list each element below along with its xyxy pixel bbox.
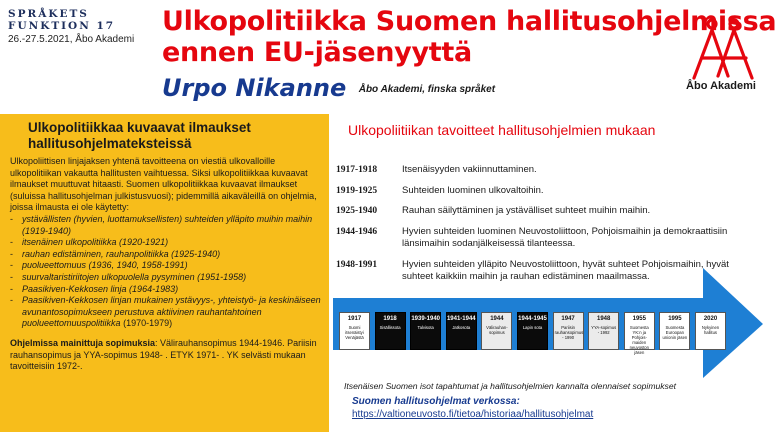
author-affiliation: Åbo Akademi, finska språket	[358, 84, 496, 95]
goal-years: 1925-1940	[336, 206, 378, 216]
timeline-event-year: 1939-1940	[411, 316, 441, 322]
abo-akademi-logo-icon	[688, 18, 758, 80]
left-panel	[0, 114, 329, 432]
list-item: - itsenäinen ulkopolitiikka (1920-1921)	[10, 237, 321, 249]
timeline-event-year: 1944-1945	[518, 316, 547, 322]
goal-row	[336, 226, 756, 251]
goal-row	[336, 164, 756, 177]
list-item-text: Paasikiven-Kekkosen linjan mukainen ystävyys-, yhteistyö- ja keskinäiseen avunantosopimukseen perustuva aktiivinen rauhantahtoinen puolueettomuuspolitiikka	[22, 295, 321, 329]
timeline-event-year: 1918	[383, 316, 397, 322]
timeline-event-label: Pariisin rauhansopimus - 1990	[554, 325, 584, 340]
timeline-event-label: YYA-sopimus - 1992	[591, 325, 617, 335]
timeline-event-label: Nykyinen hallitus	[701, 325, 720, 335]
author-name: Urpo Nikanne	[162, 74, 347, 102]
timeline-event-year: 1995	[668, 316, 682, 322]
title-line2: ennen EU-jäsenyyttä	[162, 37, 472, 68]
slide-title	[162, 6, 776, 68]
timeline-event-label: Sisällissota	[379, 325, 401, 330]
goal-text: Suhteiden luominen ulkovaltoihin.	[402, 184, 544, 196]
timeline-event-year: 1944	[490, 316, 504, 322]
goal-text: Rauhan säilyttäminen ja ystävälliset suhteet muihin maihin.	[402, 205, 651, 216]
conference-name-line1: SPRÅKETS	[8, 8, 89, 20]
goal-text: Hyvien suhteiden luominen Neuvostoliittoon, Pohjoismaihin ja demokraattisiin länsimaihin sodanjälkeisessä tilanteessa.	[402, 225, 728, 249]
timeline-event-year: 1917	[347, 316, 362, 322]
timeline-event-year: 1955	[632, 316, 646, 322]
timeline-event-year: 1948	[597, 316, 611, 322]
timeline-caption: Itsenäisen Suomen isot tapahtumat ja hallitusohjelmien kannalta olennaiset sopimukset	[344, 381, 677, 391]
goal-years: 1948-1991	[336, 259, 378, 270]
timeline-event	[624, 312, 655, 355]
agreements-text: : Välirauhansopimus 1944-1946. Pariisin rauhansopimus ja YYA-sopimus 1948- . ETYK 1971- . YK selvästi mukaan tavoitteisiin 1972-.	[10, 337, 317, 372]
timeline-event-year: 2020	[703, 316, 718, 322]
goal-text: Hyvien suhteiden ylläpito Neuvostoliittoon, hyvät suhteet Pohjoismaihin, hyvät suhteet kaikkiin maihin ja rauhan edistäminen maailmassa.	[402, 258, 729, 282]
timeline-event	[375, 312, 406, 350]
timeline-event-label: Lapin sota	[522, 325, 543, 330]
conference-name-line2: FUNKTION 17	[8, 20, 116, 32]
list-item	[10, 295, 321, 330]
conference-date: 26.-27.5.2021, Åbo Akademi	[8, 34, 135, 45]
web-link[interactable]: https://valtioneuvosto.fi/tietoa/historiaa/hallitusohjelmat	[352, 409, 594, 420]
list-item: - ystävällisten (hyvien, luottamuksellisten) suhteiden ylläpito muihin maihin (1919-1940)	[10, 214, 321, 237]
timeline-event-label: Jatkosota	[452, 325, 471, 330]
list-item: - Paasikiven-Kekkosen linja (1964-1983)	[10, 284, 321, 296]
list-item: - suurvaltaristiriitojen ulkopuolella pysyminen (1951-1958)	[10, 272, 321, 284]
goal-years: 1944-1946	[336, 226, 378, 237]
left-panel-heading: Ulkopolitiikkaa kuvaavat ilmaukset hallitusohjelmateksteissä	[28, 120, 251, 151]
timeline-event-label: Talvisota	[417, 325, 434, 330]
list-item-years: (1970-1979)	[123, 318, 173, 329]
author-row	[162, 74, 495, 102]
timeline-event	[481, 312, 512, 350]
timeline-event-year: 1941-1944	[446, 316, 476, 322]
timeline-event	[553, 312, 584, 350]
goal-years: 1917-1918	[336, 165, 378, 175]
goal-row	[336, 185, 756, 198]
timeline-event-label: Suomesta Euroopan unionin jäsen	[662, 325, 688, 340]
goal-years: 1919-1925	[336, 185, 378, 196]
timeline-event-year: 1947	[561, 316, 575, 322]
timeline-event-label: Välirauhan-sopimus	[486, 325, 508, 335]
timeline-event-label: Suomi itsenäistyi Venäjästä	[345, 325, 364, 340]
timeline-event	[659, 312, 690, 350]
title-line1: Ulkopolitiikka Suomen hallitusohjelmissa	[162, 6, 776, 37]
list-item: - puolueettomuus (1936, 1940, 1958-1991)	[10, 260, 321, 272]
list-item: - rauhan edistäminen, rauhanpolitiikka (1925-1940)	[10, 249, 321, 261]
expression-list	[10, 214, 321, 330]
timeline-event	[410, 312, 441, 350]
timeline-event	[339, 312, 370, 350]
logo-text: Åbo Akademi	[686, 80, 756, 92]
goal-row	[336, 205, 756, 218]
timeline-event	[446, 312, 477, 350]
timeline	[333, 268, 763, 388]
agreements-label: Ohjelmissa mainittuja sopimuksia	[10, 337, 156, 348]
goals-heading: Ulkopoliitiikan tavoitteet hallitusohjelmien mukaan	[348, 122, 656, 138]
timeline-event	[517, 312, 548, 350]
timeline-event	[695, 312, 726, 350]
conference-label	[8, 8, 158, 45]
goal-text: Itsenäisyyden vakiinnuttaminen.	[402, 164, 537, 175]
timeline-event-label: Suomesta YK:n ja Pohjois-maiden neuvoston jäsen	[629, 325, 649, 355]
web-label: Suomen hallitusohjelmat verkossa:	[352, 396, 520, 407]
left-panel-paragraph: Ulkopoliittisen linjajaksen yhtenä tavoitteena on viestiä ulkovalloille ulkopolitiikan vakautta hallitusten vaihtuessa. Siksi ulkopolitiikkaa kuvaavat ilmaukset muuttuvat hitaasti. Suomen ulkopolitiikkaa kuvaavat ilmaukset (suluissa hallitusohjelman julkistusvuosi); pidemmillä aikaväleillä on ohjelmia, joissa ilmausta ei ole käytetty:	[10, 156, 317, 213]
timeline-event	[588, 312, 619, 350]
agreements-paragraph	[10, 338, 321, 373]
